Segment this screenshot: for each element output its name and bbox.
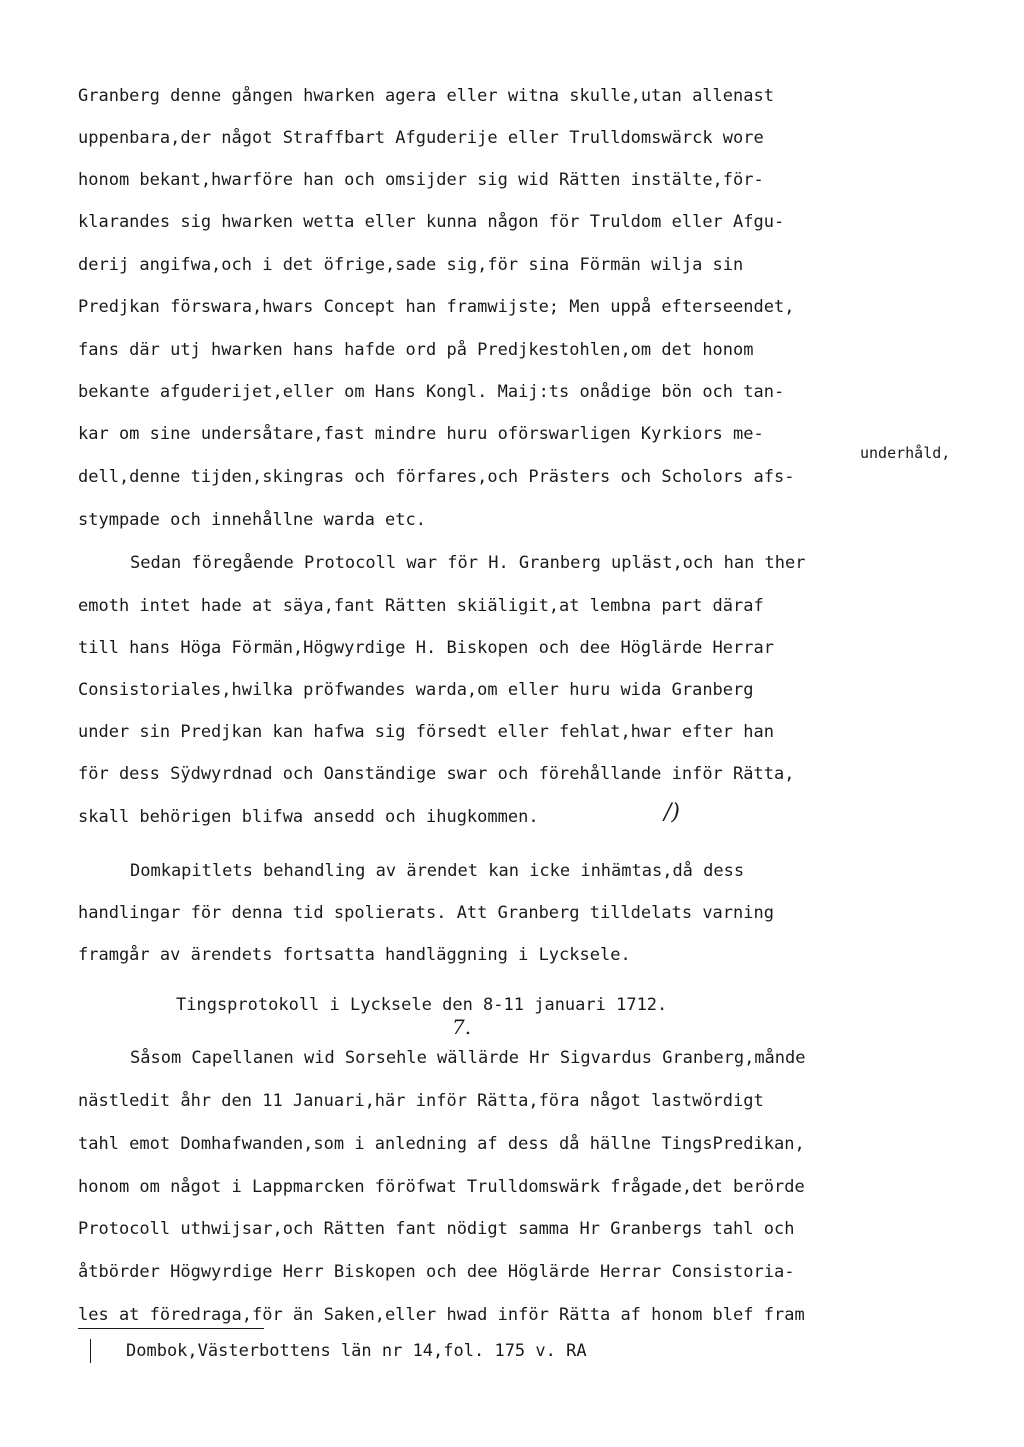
- footnote-text: Dombok,Västerbottens län nr 14,fol. 175 v. RA: [126, 1341, 587, 1361]
- text-line: för dess Sÿdwyrdnad och Oanständige swar och förehållande inför Rätta,: [78, 764, 795, 784]
- text-line: fans där utj hwarken hans hafde ord på Predjkestohlen,om det honom: [78, 340, 754, 360]
- text-line: Sedan föregående Protocoll war för H. Granberg upläst,och han ther: [130, 553, 806, 573]
- text-line: Granberg denne gången hwarken agera eller witna skulle,utan allenast: [78, 86, 774, 106]
- text-line: Predjkan förswara,hwars Concept han framwijste; Men uppå efterseendet,: [78, 297, 795, 317]
- footnote-rule: [78, 1328, 264, 1329]
- text-line: klarandes sig hwarken wetta eller kunna någon för Truldom eller Afgu-: [78, 212, 785, 232]
- text-line: les at föredraga,för än Saken,eller hwad inför Rätta af honom blef fram: [78, 1305, 805, 1325]
- text-line: under sin Predjkan kan hafwa sig försedt eller fehlat,hwar efter han: [78, 722, 774, 742]
- footnote-mark: 7.: [452, 1015, 472, 1039]
- text-line: skall behörigen blifwa ansedd och ihugkommen.: [78, 807, 539, 827]
- text-line: till hans Höga Förmän,Högwyrdige H. Biskopen och dee Höglärde Herrar: [78, 638, 774, 658]
- text-line: emoth intet hade at säya,fant Rätten skiäligit,at lembna part däraf: [78, 596, 764, 616]
- text-line: honom bekant,hwarföre han och omsijder sig wid Rätten instälte,för-: [78, 170, 764, 190]
- editor-note-line: Domkapitlets behandling av ärendet kan icke inhämtas,då dess: [130, 861, 745, 881]
- text-line: honom om något i Lappmarcken föröfwat Trulldomswärk frågade,det berörde: [78, 1177, 805, 1197]
- text-line: tahl emot Domhafwanden,som i anledning af dess då hällne TingsPredikan,: [78, 1134, 805, 1154]
- text-line: Protocoll uthwijsar,och Rätten fant nödigt samma Hr Granbergs tahl och: [78, 1219, 795, 1239]
- text-line: kar om sine undersåtare,fast mindre huru oförswarligen Kyrkiors me-: [78, 424, 764, 444]
- text-line: nästledit åhr den 11 Januari,här inför Rätta,föra något lastwördigt: [78, 1091, 764, 1111]
- text-line: Consistoriales,hwilka pröfwandes warda,om eller huru wida Granberg: [78, 680, 754, 700]
- editor-note-line: framgår av ärendets fortsatta handläggning i Lycksele.: [78, 945, 631, 965]
- text-line: bekante afguderijet,eller om Hans Kongl. Maij:ts onådige bön och tan-: [78, 382, 785, 402]
- footnote-marker-bar: [90, 1339, 91, 1363]
- text-line: åtbörder Högwyrdige Herr Biskopen och dee Höglärde Herrar Consistoria-: [78, 1262, 795, 1282]
- editor-note-line: handlingar för denna tid spolierats. Att Granberg tilldelats varning: [78, 903, 774, 923]
- footnote-mark: /): [664, 800, 680, 825]
- text-line: uppenbara,der något Straffbart Afguderije eller Trulldomswärck wore: [78, 128, 764, 148]
- section-heading: Tingsprotokoll i Lycksele den 8-11 januari 1712.: [176, 995, 668, 1015]
- text-line: Såsom Capellanen wid Sorsehle wällärde Hr Sigvardus Granberg,månde: [130, 1048, 806, 1068]
- text-line: derij angifwa,och i det öfrige,sade sig,för sina Förmän wilja sin: [78, 255, 744, 275]
- text-line: stympade och innehållne warda etc.: [78, 510, 426, 530]
- handwritten-insertion: underhåld,: [860, 444, 951, 462]
- text-line: dell,denne tijden,skingras och förfares,och Prästers och Scholors afs-: [78, 467, 795, 487]
